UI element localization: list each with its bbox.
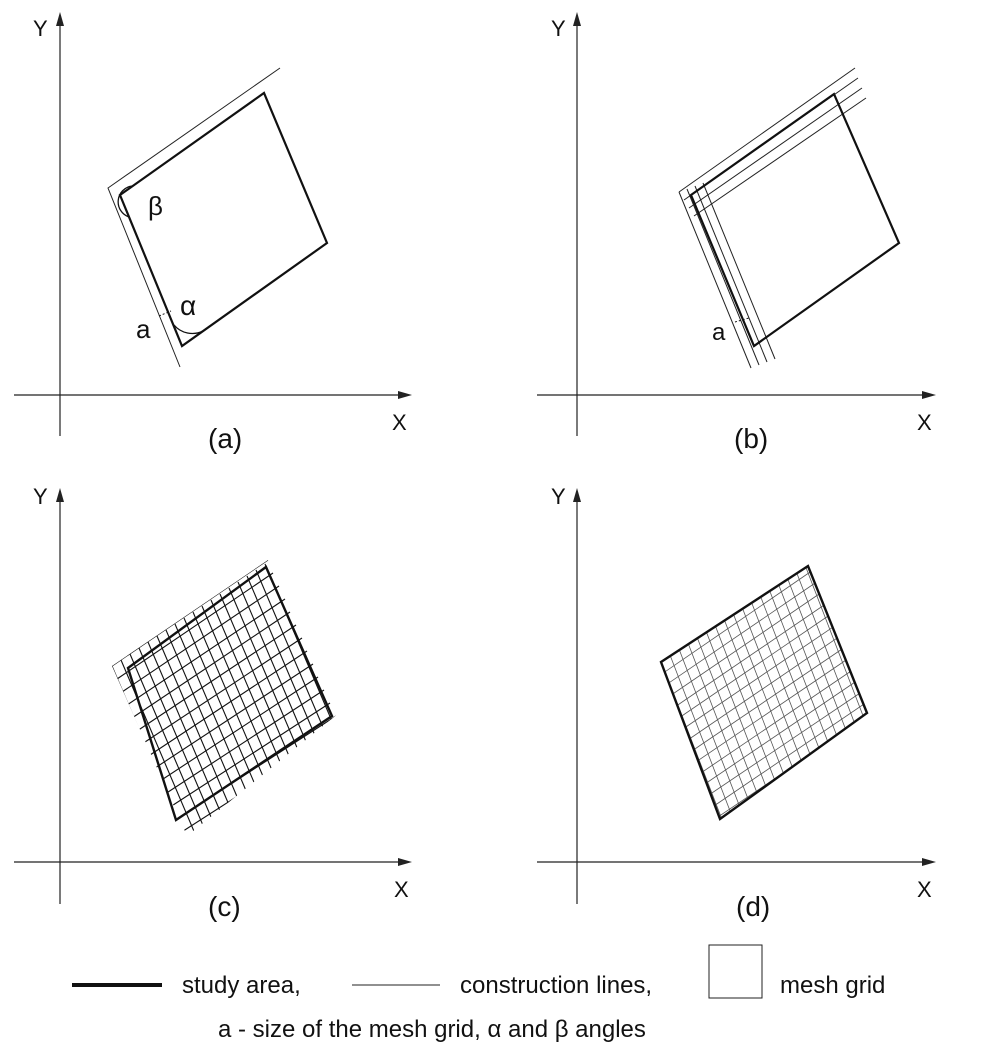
panel-d	[537, 484, 936, 922]
y-axis-label: Y	[551, 484, 566, 509]
x-axis-label: X	[394, 877, 409, 902]
legend-caption: a - size of the mesh grid, α and β angles	[218, 1016, 646, 1043]
panel-a	[14, 12, 412, 454]
panel-label: (c)	[208, 891, 241, 922]
y-axis-arrow	[56, 12, 64, 26]
construction-grid	[112, 560, 342, 842]
panel-c	[14, 484, 412, 922]
size-symbol: a	[136, 314, 151, 344]
panel-label: (b)	[734, 423, 769, 454]
y-axis-arrow	[573, 488, 581, 502]
x-axis-label: X	[917, 877, 932, 902]
panel-label: (d)	[736, 891, 771, 922]
alpha-arc	[174, 325, 203, 334]
construction-line	[108, 68, 280, 367]
y-axis-arrow	[573, 12, 581, 26]
legend	[72, 945, 885, 1043]
x-axis-arrow	[398, 858, 412, 866]
x-axis-label: X	[392, 410, 407, 435]
x-axis-label: X	[917, 410, 932, 435]
legend-mesh-grid-swatch	[709, 945, 762, 998]
y-axis-label: Y	[551, 16, 566, 41]
study-area	[691, 94, 899, 346]
y-axis-label: Y	[33, 484, 48, 509]
panel-b	[537, 12, 936, 454]
x-axis-arrow	[922, 858, 936, 866]
y-axis-label: Y	[33, 16, 48, 41]
alpha-symbol: α	[180, 290, 197, 321]
size-symbol: a	[712, 319, 726, 346]
y-axis-arrow	[56, 488, 64, 502]
legend-study-area-label: study area,	[182, 972, 301, 999]
beta-symbol: β	[148, 191, 163, 221]
x-axis-arrow	[922, 391, 936, 399]
x-axis-arrow	[398, 391, 412, 399]
legend-construction-lines-label: construction lines,	[460, 972, 653, 999]
construction-lines	[679, 68, 866, 368]
panel-label: (a)	[208, 423, 243, 454]
legend-mesh-grid-label: mesh grid	[780, 972, 886, 999]
